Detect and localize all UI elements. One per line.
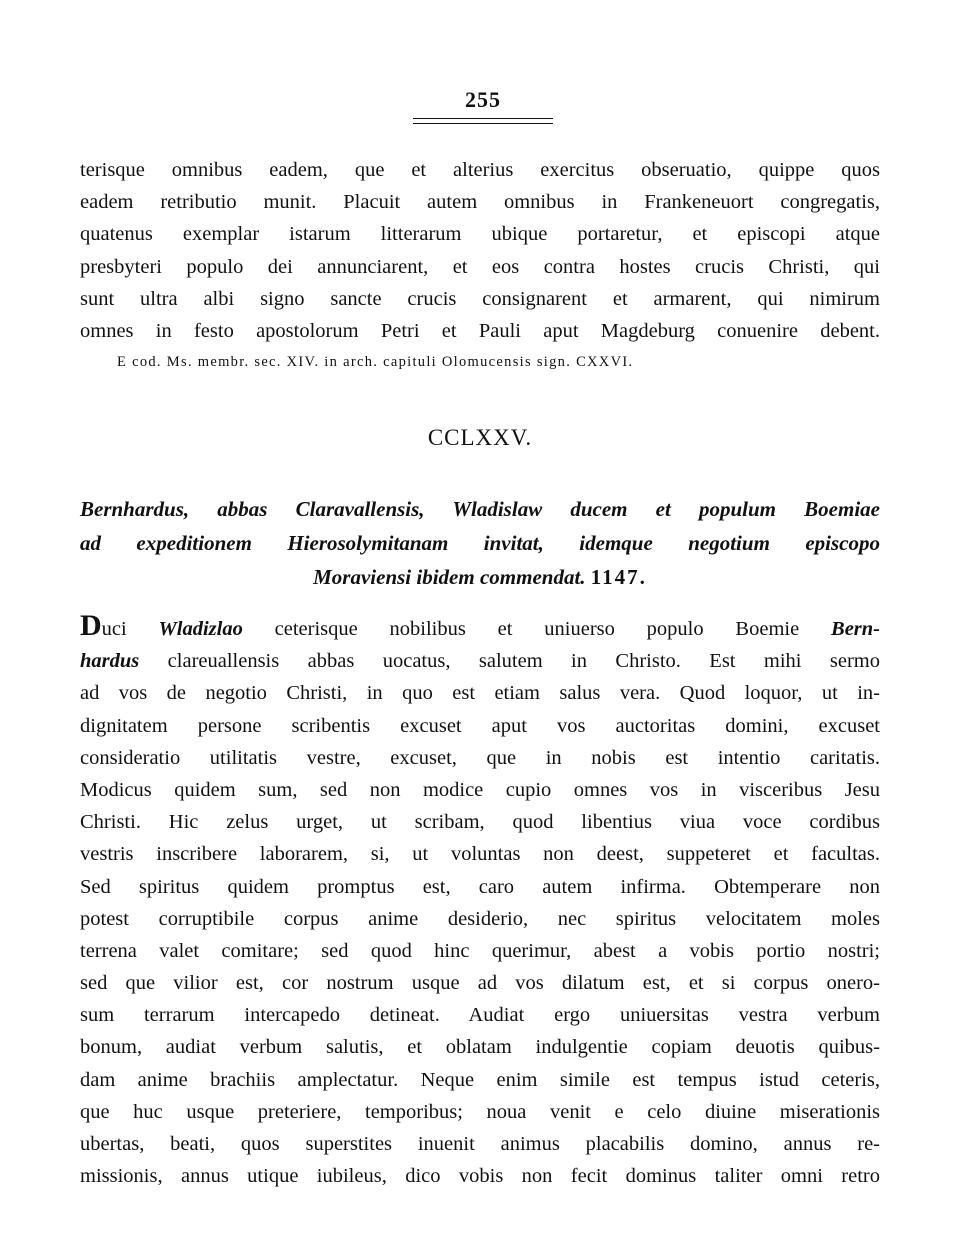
page-number: 255: [465, 87, 501, 112]
regest-line: Bernhardus, abbas Claravallensis, Wladislaw ducem et populum Boemiae: [80, 497, 880, 521]
text-line: potest corruptibile corpus anime desiderio, nec spiritus velocitatem moles: [80, 907, 880, 930]
person-name: Bern-: [831, 618, 880, 640]
source-note: E cod. Ms. membr. sec. XIV. in arch. capituli Olomucensis sign. CXXVI.: [117, 354, 634, 370]
text-line: [80, 645, 880, 677]
text-line: Christi. Hic zelus urget, ut scribam, quod libentius viua voce cordibus: [80, 811, 880, 834]
header-rule: [413, 118, 553, 124]
text-line: omnes in festo apostolorum Petri et Pauli aput Magdeburg conuenire debent.: [80, 319, 880, 342]
text-line: missionis, annus utique iubileus, dico vobis non fecit dominus taliter omni retro: [80, 1165, 880, 1188]
text-line: terrena valet comitare; sed quod hinc querimur, abest a vobis portio nostri;: [80, 939, 880, 962]
text-line: ad vos de negotio Christi, in quo est etiam salus vera. Quod loquor, ut in-: [80, 682, 880, 705]
text-line: bonum, audiat verbum salutis, et oblatam indulgentie copiam deuotis quibus-: [80, 1036, 880, 1059]
text-line: presbyteri populo dei annunciarent, et eos contra hostes crucis Christi, qui: [80, 255, 880, 278]
page-header: [413, 84, 553, 124]
text-line: quatenus exemplar istarum litterarum ubique portaretur, et episcopi atque: [80, 223, 880, 246]
text-line: dignitatem persone scribentis excuset aput vos auctoritas domini, excuset: [80, 714, 880, 737]
text-line: sed que vilior est, cor nostrum usque ad vos dilatum est, et si corpus onero-: [80, 972, 880, 995]
document-regest: [80, 492, 880, 594]
text-line: terisque omnibus eadem, que et alterius exercitus obseruatio, quippe quos: [80, 159, 880, 181]
person-name: hardus: [80, 650, 140, 673]
text-fragment: ceterisque nobilibus et uniuerso populo Boemie: [242, 618, 832, 640]
document-year: 1147.: [590, 565, 647, 589]
text-line: Modicus quidem sum, sed non modice cupio omnes vos in visceribus Jesu: [80, 778, 880, 801]
person-name: Wladizlao: [158, 618, 243, 640]
regest-line: ad expeditionem Hierosolymitanam invitat, idemque negotium episcopo: [80, 531, 880, 555]
regest-text: Moraviensi ibidem commendat.: [313, 565, 586, 589]
text-line: ubertas, beati, quos superstites inuenit animus placabilis domino, annus re-: [80, 1133, 880, 1155]
text-line: consideratio utilitatis vestre, excuset, que in nobis est intentio caritatis.: [80, 746, 880, 769]
text-line: sum terrarum intercapedo detineat. Audiat ergo uniuersitas vestra verbum: [80, 1004, 880, 1027]
text-line: que huc usque preteriere, temporibus; noua venit e celo diuine miserationis: [80, 1100, 880, 1123]
text-line: [80, 609, 880, 645]
initial-letter: D: [80, 609, 102, 642]
text-line: dam anime brachiis amplectatur. Neque enim simile est tempus istud ceteris,: [80, 1068, 880, 1091]
text-line: eadem retributio munit. Placuit autem omnibus in Frankeneuort congregatis,: [80, 191, 880, 214]
text-line: sunt ultra albi signo sancte crucis consignarent et armarent, qui nimirum: [80, 287, 880, 310]
text-fragment: uci: [101, 618, 159, 640]
regest-last-line: [80, 560, 880, 594]
text-fragment: clareuallensis abbas uocatus, salutem in Christo. Est mihi sermo: [139, 650, 880, 673]
letter-text: [80, 609, 880, 1192]
text-line: Sed spiritus quidem promptus est, caro autem infirma. Obtemperare non: [80, 875, 880, 898]
document-number: CCLXXV.: [427, 425, 533, 450]
intro-paragraph: [80, 154, 880, 347]
text-line: vestris inscribere laborarem, si, ut voluntas non deest, suppeteret et facultas.: [80, 843, 880, 866]
